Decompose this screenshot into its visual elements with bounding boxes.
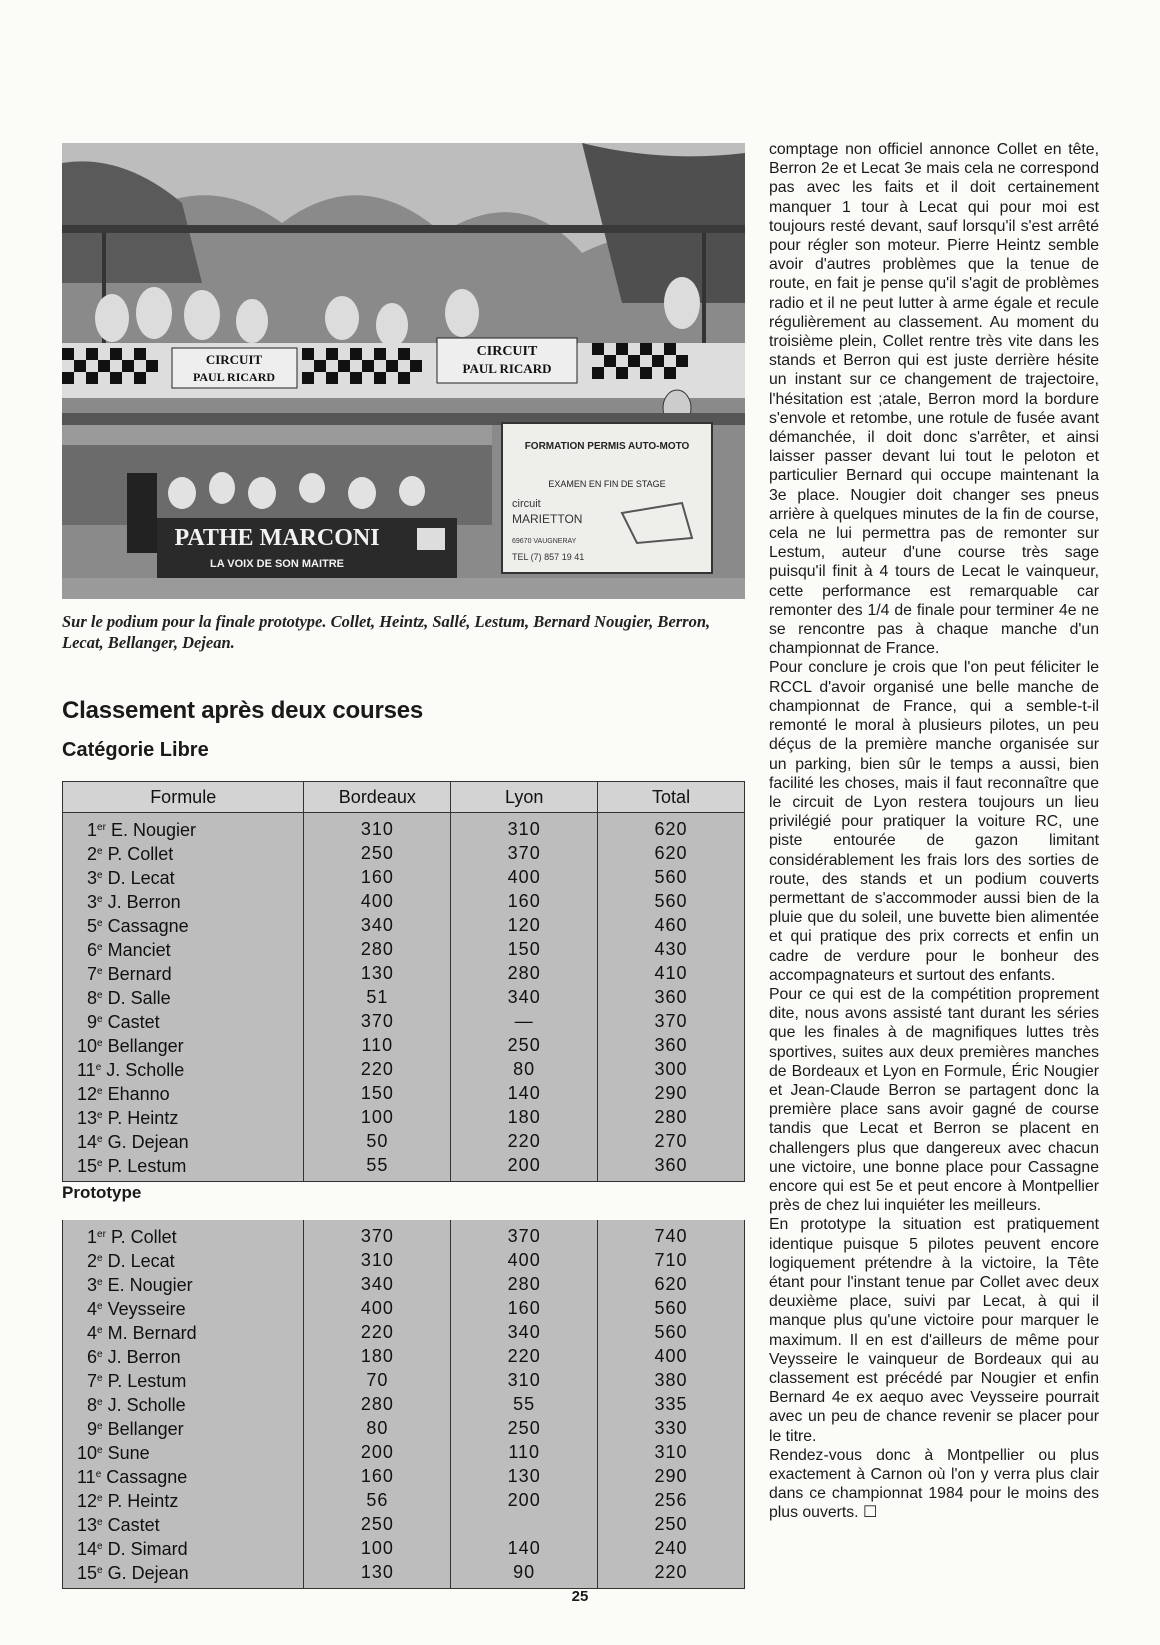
rank-suffix: e: [97, 1565, 103, 1576]
pilot-name: P. Collet: [107, 844, 174, 864]
pilot-name: Veysseire: [107, 1299, 186, 1319]
rank-suffix: e: [97, 1301, 103, 1312]
cell-lyon: 310: [451, 813, 598, 842]
cell-bordeaux: 160: [304, 865, 451, 889]
table-row: [63, 1488, 745, 1512]
pilot-name: Bellanger: [107, 1419, 184, 1439]
rank-suffix: e: [97, 942, 103, 953]
table-header-row: [63, 782, 745, 813]
cell-lyon: 80: [451, 1057, 598, 1081]
article-text: [769, 140, 1099, 1523]
table-row: [63, 1512, 745, 1536]
rank-suffix: e: [97, 1493, 103, 1504]
rank-suffix: e: [95, 1469, 102, 1480]
pilot-name: D. Salle: [107, 988, 171, 1008]
cell-total: 360: [598, 985, 745, 1009]
sign-ricard-1: PAUL RICARD: [192, 370, 276, 384]
table-row: [63, 985, 745, 1009]
cell-lyon: 200: [451, 1153, 598, 1182]
board-line4: MARIETTON: [512, 512, 583, 526]
pilot-name: J. Berron: [107, 892, 181, 912]
row-name: [63, 1296, 304, 1320]
cell-bordeaux: 100: [304, 1105, 451, 1129]
cell-total: 250: [598, 1512, 745, 1536]
row-name: [63, 985, 304, 1009]
cell-total: 560: [598, 865, 745, 889]
cell-lyon: 220: [451, 1344, 598, 1368]
cell-lyon: 250: [451, 1033, 598, 1057]
cell-lyon: 160: [451, 889, 598, 913]
cell-total: 240: [598, 1536, 745, 1560]
row-name: [63, 1009, 304, 1033]
cell-bordeaux: 100: [304, 1536, 451, 1560]
row-name: [63, 1440, 304, 1464]
row-name: [63, 1057, 304, 1081]
cell-total: 460: [598, 913, 745, 937]
rank-suffix: e: [97, 1517, 103, 1528]
row-name: [63, 1536, 304, 1560]
cell-lyon: 140: [451, 1081, 598, 1105]
rank-number: 6: [87, 1347, 98, 1367]
rank-suffix: e: [97, 894, 103, 905]
table-row: [63, 1296, 745, 1320]
table-row: [63, 1081, 745, 1105]
rank-suffix: e: [97, 1014, 103, 1025]
board-line2: EXAMEN EN FIN DE STAGE: [548, 479, 666, 489]
row-name: [63, 1344, 304, 1368]
table-row: [63, 1129, 745, 1153]
row-name: [63, 1081, 304, 1105]
rank-number: 8: [87, 1395, 98, 1415]
row-name: [63, 889, 304, 913]
cell-bordeaux: 55: [304, 1153, 451, 1182]
cell-lyon: 150: [451, 937, 598, 961]
rank-number: 9: [87, 1419, 98, 1439]
cell-lyon: 180: [451, 1105, 598, 1129]
rank-number: 7: [87, 964, 98, 984]
row-name: [63, 913, 304, 937]
sign-ricard-2: PAUL RICARD: [462, 361, 552, 376]
pilot-name: P. Heintz: [107, 1491, 179, 1511]
cell-total: 620: [598, 813, 745, 842]
rank-number: 4: [87, 1299, 98, 1319]
board-line5: 69670 VAUGNERAY: [512, 538, 577, 545]
rank-number: 10: [77, 1036, 98, 1056]
rank-number: 15: [77, 1156, 98, 1176]
row-name: [63, 1392, 304, 1416]
rank-suffix: e: [97, 870, 103, 881]
cell-total: 370: [598, 1009, 745, 1033]
cell-lyon: 55: [451, 1392, 598, 1416]
article-paragraph: Rendez-vous donc à Montpellier ou plus exactement à Carnon où l'on y verra plus clair dans ce championnat 1984 pour le moins des plus ouverts. ☐: [769, 1446, 1099, 1522]
board-line3: circuit: [512, 498, 541, 510]
cell-lyon: [451, 1512, 598, 1536]
table-row: [63, 1440, 745, 1464]
rank-suffix: e: [97, 1421, 103, 1432]
cell-bordeaux: 56: [304, 1488, 451, 1512]
podium-photo-drawing: [62, 143, 745, 599]
pilot-name: Sune: [107, 1443, 150, 1463]
rank-suffix: e: [97, 966, 103, 977]
cell-total: 290: [598, 1081, 745, 1105]
cell-lyon: 340: [451, 985, 598, 1009]
pilot-name: J. Scholle: [107, 1395, 186, 1415]
pilot-name: J. Scholle: [106, 1060, 185, 1080]
cell-total: 710: [598, 1248, 745, 1272]
article-paragraph: comptage non officiel annonce Collet en tête, Berron 2e et Lecat 3e mais cela ne correspond pas avec les faits et il doit certainement manquer 1 tour à Lecat qui pour moi est toujours resté devant, sauf lorsqu'il s'est arrêté pour régler son moteur. Pierre Heintz semble avoir d'autres problèmes que la tenue de route, en fait je pense qu'il s'agit de problèmes radio et il ne peut lutter à arme égale et recule régulièrement au classement. Au moment du troisième plein, Collet rentre très vite dans les stands et Berron qui est juste derrière hésite un instant sur ce changement de trajectoire, l'hésitation est ;atale, Berron mord la bordure s'envole et retombe, une rotule de fusée avant démanchée, il doit donc s'arrêter, et ainsi laisser passer devant lui tout le peloton et particulier Bernard qui occupe maintenant la 3e place. Nougier doit changer ses pneus arrière à quelques minutes de la fin de course, cela ne lui permettra pas de remonter sur Lestum, auteur d'une course très sage puisqu'il finit à 4 tours de Lecat le vainqueur, cette performance est remarquable car remonter des 1/4 de finale pour terminer 4e ne se rencontre pas à chaque manche d'un championnat de France.: [769, 141, 1099, 658]
header-lyon: Lyon: [451, 782, 598, 813]
article-paragraph: Pour ce qui est de la compétition proprement dite, nous avons assisté tant durant les séries que les finales à de magnifiques luttes très sportives, suites aux deux premières manches de Bordeaux et Lyon en Formule, Éric Nougier et Jean-Claude Berron se partagent donc la première place sans avoir gagné de course tandis que Lecat et Berron se placent en challengers plus que dangereux avec chacun une victoire, une bonne place pour Cassagne encore qui est 5e et peut encore à Montpellier près de chez lui inquiéter les meilleurs.: [769, 985, 1099, 1215]
cell-bordeaux: 130: [304, 961, 451, 985]
cell-lyon: 200: [451, 1488, 598, 1512]
table-row: [63, 1057, 745, 1081]
row-name: [63, 1368, 304, 1392]
row-name: [63, 1512, 304, 1536]
rank-number: 15: [77, 1563, 98, 1583]
table-row: [63, 1344, 745, 1368]
cell-total: 220: [598, 1560, 745, 1589]
photo-caption: Sur le podium pour la finale prototype. Collet, Heintz, Sallé, Lestum, Bernard Nougier, Berron, Lecat, Bellanger, Dejean.: [62, 612, 711, 652]
row-name: [63, 961, 304, 985]
pilot-name: D. Lecat: [107, 868, 175, 888]
cell-total: 560: [598, 1320, 745, 1344]
table-row: [63, 1033, 745, 1057]
cell-lyon: 280: [451, 961, 598, 985]
rank-suffix: er: [97, 822, 106, 833]
row-name: [63, 1248, 304, 1272]
rank-suffix: e: [97, 1325, 103, 1336]
rank-suffix: e: [97, 1134, 103, 1145]
row-name: [63, 1105, 304, 1129]
rank-number: 11: [77, 1060, 96, 1080]
cell-lyon: 310: [451, 1368, 598, 1392]
cell-total: 430: [598, 937, 745, 961]
header-formule: Formule: [63, 782, 304, 813]
cell-total: 330: [598, 1416, 745, 1440]
cell-bordeaux: 50: [304, 1129, 451, 1153]
cell-bordeaux: 80: [304, 1416, 451, 1440]
table-row: [63, 841, 745, 865]
rank-number: 13: [77, 1515, 98, 1535]
cell-total: 310: [598, 1440, 745, 1464]
row-name: [63, 1272, 304, 1296]
cell-lyon: 110: [451, 1440, 598, 1464]
rank-suffix: e: [97, 1038, 103, 1049]
rank-suffix: e: [97, 1158, 103, 1169]
cell-total: 620: [598, 1272, 745, 1296]
cell-bordeaux: 200: [304, 1440, 451, 1464]
pilot-name: G. Dejean: [107, 1132, 189, 1152]
rank-number: 12: [77, 1084, 98, 1104]
cell-bordeaux: 70: [304, 1368, 451, 1392]
table-row: [63, 961, 745, 985]
table-row: [63, 1560, 745, 1589]
table-row: [63, 1536, 745, 1560]
table-row: [63, 1105, 745, 1129]
cell-total: 300: [598, 1057, 745, 1081]
cell-lyon: 120: [451, 913, 598, 937]
cell-bordeaux: 400: [304, 1296, 451, 1320]
table-row: [63, 1416, 745, 1440]
cell-lyon: 160: [451, 1296, 598, 1320]
pilot-name: Bernard: [107, 964, 172, 984]
rank-suffix: e: [97, 918, 103, 929]
table-row: [63, 937, 745, 961]
category-heading: Catégorie Libre: [62, 739, 209, 761]
cell-bordeaux: 340: [304, 913, 451, 937]
row-name: [63, 1464, 304, 1488]
row-name: [63, 1033, 304, 1057]
table-libre: [62, 781, 745, 1182]
cell-lyon: 220: [451, 1129, 598, 1153]
rank-suffix: e: [97, 1541, 103, 1552]
cell-total: 380: [598, 1368, 745, 1392]
rank-number: 3: [87, 868, 98, 888]
table-row: [63, 1320, 745, 1344]
cell-total: 280: [598, 1105, 745, 1129]
cell-bordeaux: 310: [304, 813, 451, 842]
rank-suffix: e: [97, 1373, 103, 1384]
pilot-name: M. Bernard: [107, 1323, 197, 1343]
rank-number: 3: [87, 1275, 98, 1295]
rank-number: 12: [77, 1491, 98, 1511]
row-name: [63, 1416, 304, 1440]
article-paragraph: En prototype la situation est pratiquement identique puisque 5 pilotes peuvent encore logiquement prétendre à la victoire, la Tête étant pour l'instant tenue par Collet avec deux deuxième place, suivi par Lecat, à qui il manque plus qu'une victoire pour marquer le maximum. Il en est d'ailleurs de même pour Veysseire le vainqueur de Bordeaux qui au classement est précédé par Nougier et enfin Bernard 4e ex aequo avec Veysseire pourrait avec un peu de chance revenir se placer pour le titre.: [769, 1216, 1099, 1445]
row-name: [63, 1488, 304, 1512]
cell-bordeaux: 150: [304, 1081, 451, 1105]
cell-lyon: —: [451, 1009, 598, 1033]
cell-bordeaux: 370: [304, 1220, 451, 1248]
rank-number: 8: [87, 988, 98, 1008]
cell-lyon: 90: [451, 1560, 598, 1589]
rank-suffix: e: [97, 1086, 103, 1097]
cell-total: 335: [598, 1392, 745, 1416]
cell-lyon: 370: [451, 841, 598, 865]
sign-circuit-1: CIRCUIT: [205, 352, 263, 367]
rank-number: 3: [87, 892, 98, 912]
pilot-name: Bellanger: [107, 1036, 184, 1056]
rank-number: 1: [87, 820, 98, 840]
rank-suffix: e: [97, 1397, 103, 1408]
rank-suffix: e: [97, 1253, 103, 1264]
rank-number: 13: [77, 1108, 98, 1128]
pilot-name: P. Lestum: [107, 1371, 187, 1391]
cell-total: 360: [598, 1153, 745, 1182]
cell-lyon: 130: [451, 1464, 598, 1488]
cell-total: 256: [598, 1488, 745, 1512]
cell-total: 270: [598, 1129, 745, 1153]
row-name: [63, 865, 304, 889]
rank-number: 14: [77, 1539, 98, 1559]
rank-suffix: e: [97, 1277, 103, 1288]
rank-number: 10: [77, 1443, 98, 1463]
pilot-name: P. Collet: [110, 1227, 177, 1247]
cell-bordeaux: 400: [304, 889, 451, 913]
prototype-heading: Prototype: [62, 1183, 142, 1202]
cell-bordeaux: 370: [304, 1009, 451, 1033]
rank-suffix: e: [97, 1445, 103, 1456]
cell-bordeaux: 250: [304, 841, 451, 865]
sign-circuit-2: CIRCUIT: [476, 344, 538, 359]
table-row: [63, 889, 745, 913]
table-row: [63, 1220, 745, 1248]
section-heading: Classement après deux courses: [62, 697, 424, 724]
pilot-name: E. Nougier: [107, 1275, 193, 1295]
banner-sub: LA VOIX DE SON MAITRE: [209, 558, 345, 570]
table-row: [63, 1153, 745, 1182]
pilot-name: Cassagne: [106, 1467, 188, 1487]
cell-lyon: 250: [451, 1416, 598, 1440]
cell-total: 620: [598, 841, 745, 865]
row-name: [63, 1153, 304, 1182]
cell-bordeaux: 310: [304, 1248, 451, 1272]
cell-bordeaux: 130: [304, 1560, 451, 1589]
pilot-name: Manciet: [107, 940, 171, 960]
cell-total: 360: [598, 1033, 745, 1057]
table-row: [63, 865, 745, 889]
rank-number: 2: [87, 1251, 98, 1271]
cell-bordeaux: 220: [304, 1057, 451, 1081]
article-paragraph: Pour conclure je crois que l'on peut féliciter le RCCL d'avoir organisé une belle manche de championnat de France, qui a semble-t-il remonté le moral à plusieurs pilotes, un peu déçus de la première manche organisée sur un parking, bien sûr le temps a aussi, bien facilité les choses, mais il faut reconnaître que le circuit de Lyon restera toujours un lieu privilégié pour pratiquer la voiture RC, une piste entourée de gazon limitant considérablement les frais lors des sorties de route, des stands et un podium couverts permettant de s'accommoder aussi bien de la pluie que du soleil, une buvette bien alimentée et qui pratique des prix corrects et enfin un cadre de verdure pour le bonheur des accompagnateurs et surtout des enfants.: [769, 659, 1099, 984]
rank-number: 2: [87, 844, 98, 864]
cell-total: 400: [598, 1344, 745, 1368]
cell-bordeaux: 250: [304, 1512, 451, 1536]
cell-bordeaux: 160: [304, 1464, 451, 1488]
pilot-name: J. Berron: [107, 1347, 181, 1367]
cell-bordeaux: 110: [304, 1033, 451, 1057]
pilot-name: D. Lecat: [107, 1251, 175, 1271]
cell-total: 290: [598, 1464, 745, 1488]
pilot-name: P. Lestum: [107, 1156, 187, 1176]
cell-lyon: 400: [451, 1248, 598, 1272]
cell-total: 560: [598, 889, 745, 913]
row-name: [63, 813, 304, 842]
cell-total: 410: [598, 961, 745, 985]
header-bordeaux: Bordeaux: [304, 782, 451, 813]
table-prototype: [62, 1220, 745, 1589]
cell-lyon: 400: [451, 865, 598, 889]
cell-lyon: 340: [451, 1320, 598, 1344]
table-row: [63, 1392, 745, 1416]
rank-suffix: e: [97, 1110, 103, 1121]
table-row: [63, 1248, 745, 1272]
rank-suffix: e: [95, 1062, 102, 1073]
table-row: [63, 913, 745, 937]
rank-suffix: e: [97, 990, 103, 1001]
pilot-name: Castet: [107, 1012, 160, 1032]
table-row: [63, 1009, 745, 1033]
table-row: [63, 813, 745, 842]
row-name: [63, 1220, 304, 1248]
rank-number: 9: [87, 1012, 98, 1032]
rank-number: 7: [87, 1371, 98, 1391]
rank-number: 5: [87, 916, 98, 936]
row-name: [63, 1560, 304, 1589]
cell-bordeaux: 51: [304, 985, 451, 1009]
cell-lyon: 370: [451, 1220, 598, 1248]
table-row: [63, 1272, 745, 1296]
pilot-name: G. Dejean: [107, 1563, 189, 1583]
board-line6: TEL (7) 857 19 41: [512, 552, 585, 562]
board-line1: FORMATION PERMIS AUTO-MOTO: [524, 441, 690, 452]
table-row: [63, 1464, 745, 1488]
pilot-name: D. Simard: [107, 1539, 188, 1559]
table-row: [63, 1368, 745, 1392]
rank-suffix: er: [97, 1229, 106, 1240]
cell-lyon: 280: [451, 1272, 598, 1296]
pilot-name: Castet: [107, 1515, 160, 1535]
pilot-name: Cassagne: [107, 916, 189, 936]
cell-total: 740: [598, 1220, 745, 1248]
cell-bordeaux: 280: [304, 937, 451, 961]
pilot-name: P. Heintz: [107, 1108, 179, 1128]
pilot-name: E. Nougier: [110, 820, 196, 840]
header-total: Total: [598, 782, 745, 813]
page-number: 25: [571, 1588, 589, 1605]
row-name: [63, 937, 304, 961]
cell-lyon: 140: [451, 1536, 598, 1560]
cell-bordeaux: 180: [304, 1344, 451, 1368]
cell-bordeaux: 280: [304, 1392, 451, 1416]
rank-number: 1: [87, 1227, 98, 1247]
rank-number: 14: [77, 1132, 98, 1152]
cell-bordeaux: 340: [304, 1272, 451, 1296]
row-name: [63, 841, 304, 865]
pilot-name: Ehanno: [107, 1084, 170, 1104]
rank-number: 4: [87, 1323, 98, 1343]
podium-photo: [62, 143, 745, 599]
banner-main: PATHE MARCONI: [174, 525, 380, 551]
rank-suffix: e: [97, 846, 103, 857]
rank-number: 6: [87, 940, 98, 960]
row-name: [63, 1129, 304, 1153]
rank-number: 11: [77, 1467, 96, 1487]
rank-suffix: e: [97, 1349, 103, 1360]
cell-bordeaux: 220: [304, 1320, 451, 1344]
row-name: [63, 1320, 304, 1344]
cell-total: 560: [598, 1296, 745, 1320]
